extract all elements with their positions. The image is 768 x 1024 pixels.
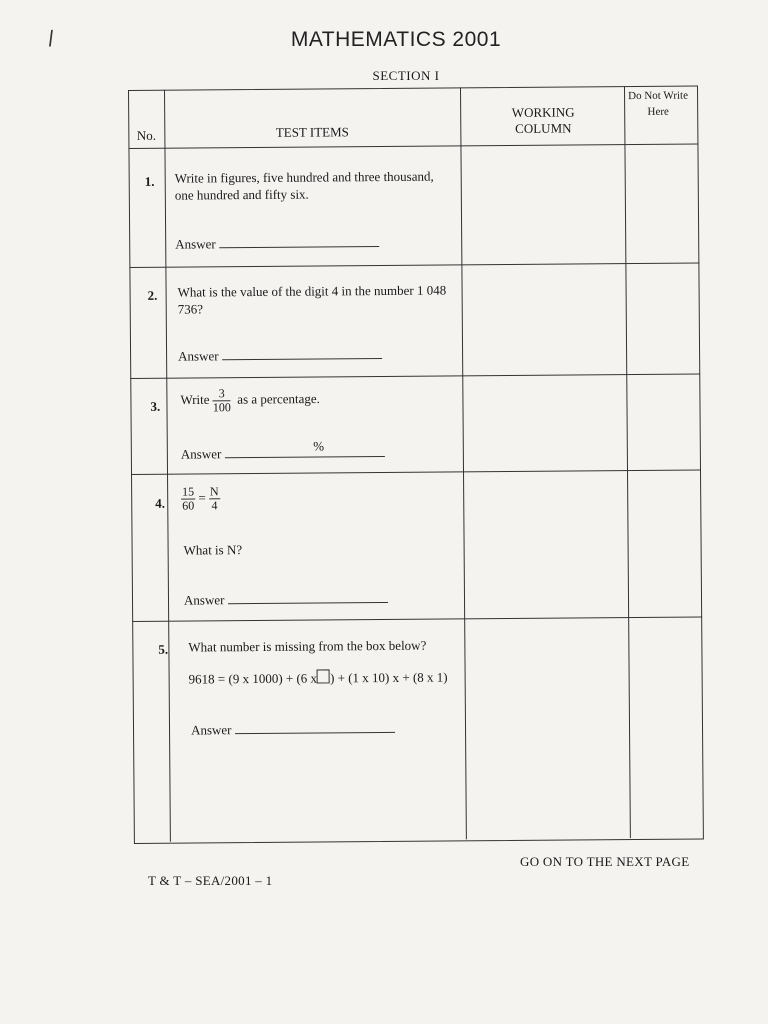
- question-text-after: as a percentage.: [237, 390, 320, 407]
- answer-label: Answer: [183, 592, 225, 608]
- pen-mark: /: [46, 25, 56, 52]
- answer-blank[interactable]: [228, 590, 388, 604]
- question-text: What number is missing from the box below?: [188, 637, 427, 655]
- question-text-before: Write: [180, 391, 210, 408]
- answer-label: Answer: [175, 236, 216, 252]
- answer-label: Answer: [190, 722, 232, 738]
- header-no: No.: [136, 127, 156, 143]
- percent-unit: %: [313, 438, 325, 454]
- question-number: 1.: [144, 173, 155, 189]
- next-page-note: GO ON TO THE NEXT PAGE: [520, 854, 690, 869]
- header-test-items: TEST ITEMS: [275, 124, 349, 140]
- equals-sign: =: [198, 489, 206, 505]
- equation: [181, 485, 220, 512]
- paper-code: T & T – SEA/2001 – 1: [148, 873, 273, 888]
- answer-row: [180, 438, 386, 463]
- equation-before: 9618 = (9 x 1000) + (6 x: [188, 670, 318, 687]
- page-title: MATHEMATICS 2001: [290, 28, 502, 51]
- fraction-numerator: 3: [213, 387, 231, 401]
- answer-row: [191, 720, 396, 739]
- missing-number-box[interactable]: [317, 669, 330, 683]
- answer-label: Answer: [180, 446, 222, 462]
- fraction: [181, 485, 195, 512]
- header-working-column: WORKING COLUMN: [511, 104, 575, 136]
- question-text: What is the value of the digit 4 in the number 1 048 736?: [177, 282, 447, 317]
- question-number: 5.: [158, 641, 169, 657]
- answer-blank[interactable]: [225, 438, 385, 458]
- equation-after: ) + (1 x 10) x + (8 x 1): [329, 669, 448, 686]
- question-text: Write in figures, five hundred and three thousand, one hundred and fifty six.: [174, 168, 434, 203]
- fraction-numerator: 15: [182, 484, 195, 499]
- fraction-numerator: N: [209, 484, 219, 499]
- answer-row: [175, 234, 380, 253]
- question-number: 2.: [147, 287, 158, 303]
- answer-blank[interactable]: [235, 720, 395, 734]
- answer-label: Answer: [178, 348, 219, 364]
- question-number: 4.: [155, 495, 166, 511]
- fraction: [209, 485, 220, 512]
- answer-blank[interactable]: [220, 234, 380, 248]
- test-table: [128, 86, 704, 842]
- section-heading: SECTION I: [372, 68, 440, 83]
- header-do-not-write: Do Not Write Here: [628, 89, 689, 118]
- answer-blank[interactable]: [222, 346, 382, 360]
- fraction: [213, 387, 231, 414]
- fraction-denominator: 60: [182, 498, 195, 513]
- question-number: 3.: [150, 398, 161, 414]
- question-text: What is N?: [183, 542, 243, 558]
- answer-row: [178, 346, 383, 365]
- answer-row: [184, 590, 389, 609]
- question-text: [180, 385, 460, 414]
- fraction-denominator: 100: [212, 400, 231, 415]
- fraction-denominator: 4: [211, 498, 218, 513]
- equation: [189, 668, 489, 687]
